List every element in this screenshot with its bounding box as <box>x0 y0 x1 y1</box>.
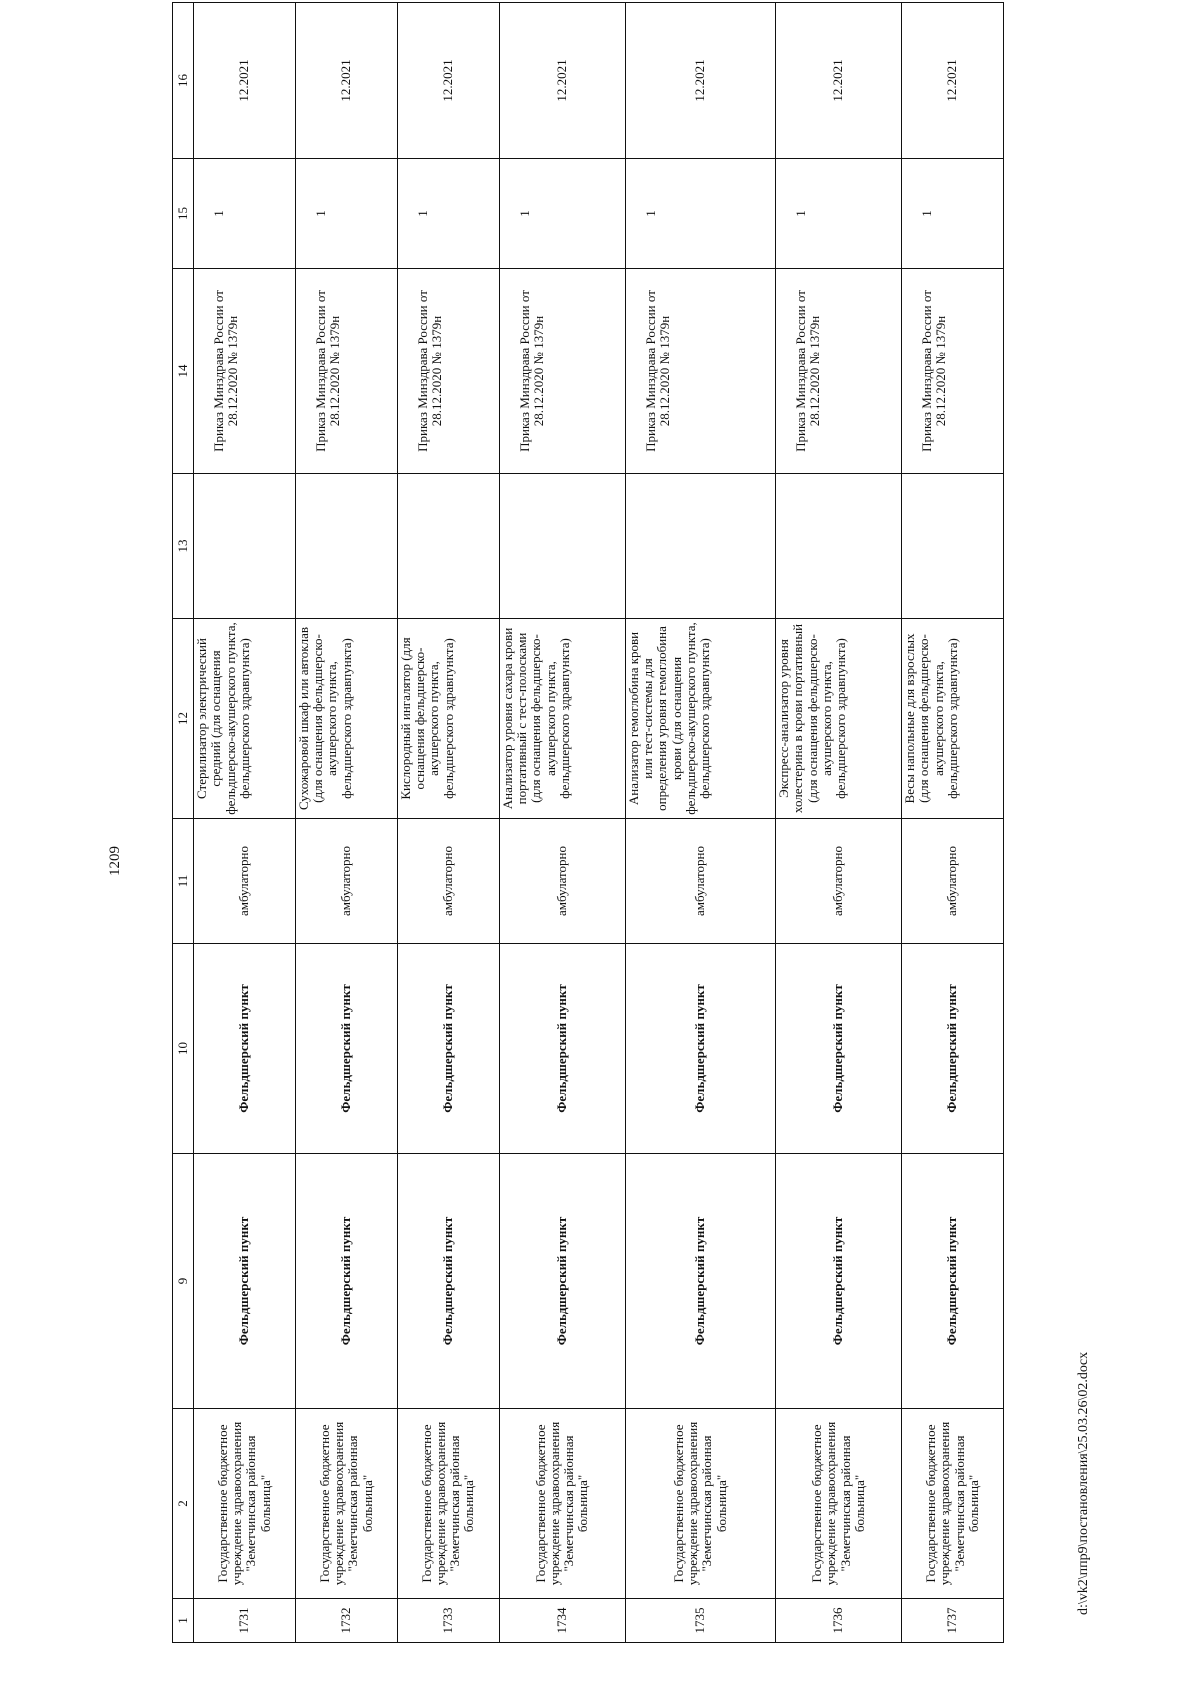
subdivision-cell: Фельдшерский пункт <box>499 1154 625 1409</box>
row-number: 1735 <box>625 1599 775 1643</box>
page-number: 1209 <box>107 846 123 876</box>
care-condition-cell: амбулаторно <box>295 819 397 944</box>
date-cell: 12.2021 <box>902 3 1004 159</box>
unit-cell: Фельдшерский пункт <box>499 944 625 1154</box>
column-13-cell <box>775 474 901 619</box>
table-row <box>625 3 775 1643</box>
regulation-cell: Приказ Минздрава России от 28.12.2020 № 1379н <box>902 269 1004 474</box>
row-number: 1732 <box>295 1599 397 1643</box>
table-row <box>775 3 901 1643</box>
unit-cell: Фельдшерский пункт <box>194 944 296 1154</box>
regulation-cell: Приказ Минздрава России от 28.12.2020 № 1379н <box>295 269 397 474</box>
care-condition-cell: амбулаторно <box>397 819 499 944</box>
equipment-name-cell: Стерилизатор электрический средний (для оснащения фельдшерско-акушерского пункта, фельдшерского здравпункта) <box>194 619 296 819</box>
file-path-footer: d:\vk2\ппр9\постановления\25.03.26\02.docx <box>1076 1351 1091 1615</box>
col-header-13: 13 <box>173 474 194 619</box>
unit-cell: Фельдшерский пункт <box>295 944 397 1154</box>
table-row <box>194 3 296 1643</box>
subdivision-cell: Фельдшерский пункт <box>625 1154 775 1409</box>
col-header-10: 10 <box>173 944 194 1154</box>
organization-cell: Государственное бюджетное учреждение здравоохранения "Земетчинская районная больница" <box>902 1409 1004 1599</box>
equipment-name-cell: Весы напольные для взрослых (для оснащения фельдшерско-акушерского пункта, фельдшерского здравпункта) <box>902 619 1004 819</box>
subdivision-cell: Фельдшерский пункт <box>397 1154 499 1409</box>
quantity-cell: 1 <box>902 159 1004 269</box>
organization-cell: Государственное бюджетное учреждение здравоохранения "Земетчинская районная больница" <box>194 1409 296 1599</box>
date-cell: 12.2021 <box>194 3 296 159</box>
column-13-cell <box>295 474 397 619</box>
date-cell: 12.2021 <box>775 3 901 159</box>
subdivision-cell: Фельдшерский пункт <box>295 1154 397 1409</box>
col-header-1: 1 <box>173 1599 194 1643</box>
organization-cell: Государственное бюджетное учреждение здравоохранения "Земетчинская районная больница" <box>397 1409 499 1599</box>
date-cell: 12.2021 <box>499 3 625 159</box>
date-cell: 12.2021 <box>397 3 499 159</box>
regulation-cell: Приказ Минздрава России от 28.12.2020 № 1379н <box>775 269 901 474</box>
col-header-9: 9 <box>173 1154 194 1409</box>
col-header-16: 16 <box>173 3 194 159</box>
care-condition-cell: амбулаторно <box>902 819 1004 944</box>
column-13-cell <box>499 474 625 619</box>
regulation-cell: Приказ Минздрава России от 28.12.2020 № 1379н <box>194 269 296 474</box>
col-header-15: 15 <box>173 159 194 269</box>
care-condition-cell: амбулаторно <box>775 819 901 944</box>
regulation-cell: Приказ Минздрава России от 28.12.2020 № 1379н <box>499 269 625 474</box>
table-row <box>295 3 397 1643</box>
column-13-cell <box>397 474 499 619</box>
quantity-cell: 1 <box>499 159 625 269</box>
organization-cell: Государственное бюджетное учреждение здравоохранения "Земетчинская районная больница" <box>295 1409 397 1599</box>
organization-cell: Государственное бюджетное учреждение здравоохранения "Земетчинская районная больница" <box>499 1409 625 1599</box>
care-condition-cell: амбулаторно <box>625 819 775 944</box>
col-header-2: 2 <box>173 1409 194 1599</box>
unit-cell: Фельдшерский пункт <box>775 944 901 1154</box>
table-row <box>397 3 499 1643</box>
organization-cell: Государственное бюджетное учреждение здравоохранения "Земетчинская районная больница" <box>625 1409 775 1599</box>
quantity-cell: 1 <box>625 159 775 269</box>
regulation-cell: Приказ Минздрава России от 28.12.2020 № 1379н <box>625 269 775 474</box>
regulation-cell: Приказ Минздрава России от 28.12.2020 № 1379н <box>397 269 499 474</box>
column-13-cell <box>625 474 775 619</box>
subdivision-cell: Фельдшерский пункт <box>194 1154 296 1409</box>
row-number: 1736 <box>775 1599 901 1643</box>
col-header-14: 14 <box>173 269 194 474</box>
care-condition-cell: амбулаторно <box>194 819 296 944</box>
date-cell: 12.2021 <box>295 3 397 159</box>
col-header-11: 11 <box>173 819 194 944</box>
subdivision-cell: Фельдшерский пункт <box>775 1154 901 1409</box>
col-header-12: 12 <box>173 619 194 819</box>
subdivision-cell: Фельдшерский пункт <box>902 1154 1004 1409</box>
row-number: 1737 <box>902 1599 1004 1643</box>
quantity-cell: 1 <box>295 159 397 269</box>
equipment-name-cell: Анализатор гемоглобина крови или тест-системы для определения уровня гемоглобина крови (для оснащения фельдшерско-акушерского пункта, фельдшерского здравпункта) <box>625 619 775 819</box>
organization-cell: Государственное бюджетное учреждение здравоохранения "Земетчинская районная больница" <box>775 1409 901 1599</box>
unit-cell: Фельдшерский пункт <box>625 944 775 1154</box>
equipment-name-cell: Экспресс-анализатор уровня холестерина в крови портативный (для оснащения фельдшерско-акушерского пункта, фельдшерского здравпункта) <box>775 619 901 819</box>
quantity-cell: 1 <box>775 159 901 269</box>
unit-cell: Фельдшерский пункт <box>397 944 499 1154</box>
care-condition-cell: амбулаторно <box>499 819 625 944</box>
equipment-name-cell: Кислородный ингалятор (для оснащения фельдшерско-акушерского пункта, фельдшерского здравпункта) <box>397 619 499 819</box>
column-number-row <box>173 3 194 1643</box>
equipment-name-cell: Анализатор уровня сахара крови портативный с тест-полосками (для оснащения фельдшерско-акушерского пункта, фельдшерского здравпункта) <box>499 619 625 819</box>
row-number: 1733 <box>397 1599 499 1643</box>
column-13-cell <box>194 474 296 619</box>
table-row <box>902 3 1004 1643</box>
column-13-cell <box>902 474 1004 619</box>
equipment-table <box>172 2 1004 1643</box>
quantity-cell: 1 <box>397 159 499 269</box>
date-cell: 12.2021 <box>625 3 775 159</box>
row-number: 1731 <box>194 1599 296 1643</box>
quantity-cell: 1 <box>194 159 296 269</box>
table-row <box>499 3 625 1643</box>
unit-cell: Фельдшерский пункт <box>902 944 1004 1154</box>
equipment-name-cell: Сухожаровой шкаф или автоклав (для оснащения фельдшерско-акушерского пункта, фельдшерского здравпункта) <box>295 619 397 819</box>
row-number: 1734 <box>499 1599 625 1643</box>
